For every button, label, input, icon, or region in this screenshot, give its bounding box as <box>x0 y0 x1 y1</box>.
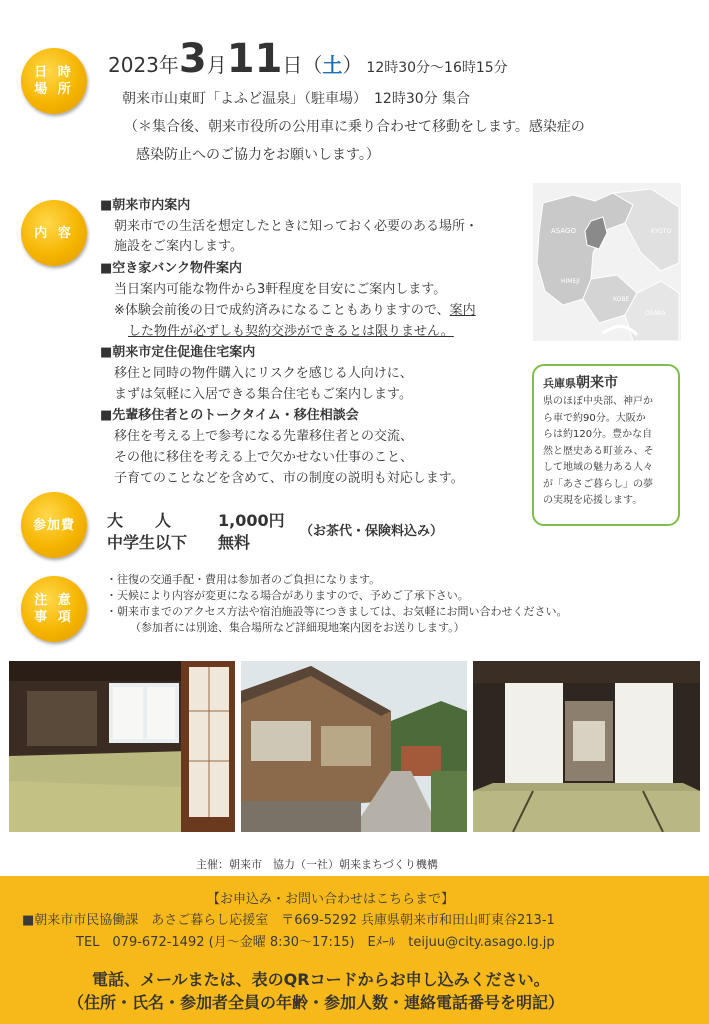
contact-footer <box>0 876 709 1024</box>
infobox-city: 朝来市 <box>576 375 618 391</box>
map-label-osaka: OSAKA <box>645 310 666 317</box>
infobox-line: らは約120分。豊かな自 <box>543 429 653 440</box>
footer-cta: 電話、メールまたは、表のQRコードからお申し込みください。 <box>92 970 550 989</box>
footer-address: ■朝来市市民協働課 あさご暮らし応援室 〒669-5292 兵庫県朝来市和田山町東谷213-1 <box>22 913 555 928</box>
event-month: 3 <box>178 36 207 82</box>
section-text-underlined: 案内 <box>449 303 476 318</box>
section-text: 朝来市での生活を想定したときに知っておく必要のある場所・ <box>114 219 479 234</box>
map-label-asago: ASAGO <box>551 227 576 235</box>
map-label-kyoto: KYOTO <box>651 228 672 235</box>
map-label-kobe: KOBE <box>613 296 630 303</box>
section-text: 移住を考える上で参考になる先輩移住者との交流、 <box>114 429 414 444</box>
note-item: ・往復の交通手配・費用は参加者のご負担になります。 <box>106 573 381 586</box>
footer-cta-note: （住所・氏名・参加者全員の年齢・参加人数・連絡電話番号を明記） <box>68 993 565 1012</box>
asago-infobox <box>532 364 680 526</box>
section-title-city-tour: ■朝来市内案内 <box>100 198 191 213</box>
section-title-talk-time: ■先輩移住者とのトークタイム・移住相談会 <box>100 408 359 423</box>
section-text: その他に移住を考える上で欠かせない仕事のこと、 <box>114 450 414 465</box>
infobox-line: が「あさご暮らし」の夢 <box>543 478 653 490</box>
fee-badge: 参加費 <box>21 492 87 558</box>
section-title-vacant-house: ■空き家バンク物件案内 <box>100 261 243 276</box>
map-label-himeji: HIMEJI <box>561 278 580 285</box>
fee-note: （お茶代・保険料込み） <box>300 524 444 539</box>
hyogo-map <box>533 183 681 341</box>
meeting-note-1: （＊集合後、朝来市役所の公用車に乗り合わせて移動をします。感染症の <box>124 119 585 135</box>
section-title-housing: ■朝来市定住促進住宅案内 <box>100 345 256 360</box>
section-text: 当日案内可能な物件から3軒程度を目安にご案内します。 <box>114 282 447 297</box>
infobox-line: の実現を応援します。 <box>543 495 643 506</box>
fee-adult-price: 1,000円 <box>218 511 285 530</box>
section-text: まずは気軽に入居できる集合住宅もご案内します。 <box>114 387 412 402</box>
infobox-text <box>543 394 678 510</box>
event-time: 12時30分～16時15分 <box>366 60 508 76</box>
note-item: ・天候により内容が変更になる場合がありますので、予めご了承下さい。 <box>106 589 469 602</box>
photo-tatami-room <box>9 661 235 832</box>
section-text-underlined: した物件が必ずしも契約交渉ができるとは限りません。 <box>128 324 454 339</box>
infobox-line: して地域の魅力ある人々 <box>543 462 653 473</box>
section-text <box>114 301 476 321</box>
footer-contact: TEL 079-672-1492 (月～金曜 8:30～17:15) Eﾒｰﾙ teijuu@city.asago.lg.jp <box>76 935 555 950</box>
map-graphic <box>533 183 681 341</box>
infobox-line: ら車で約90分。大阪か <box>543 412 646 424</box>
infobox-line: 然と歴史ある町並み、そ <box>543 445 654 457</box>
event-month-unit: 月 <box>206 53 227 77</box>
infobox-line: 県のほぼ中央部、神戸か <box>543 396 653 407</box>
photo-village-street <box>241 661 467 832</box>
section-text: 施設をご案内します。 <box>114 239 243 254</box>
event-year: 2023年 <box>108 53 179 77</box>
section-text: 移住と同時の物件購入にリスクを感じる人向けに、 <box>114 366 413 381</box>
notes-badge: 注 意 事 項 <box>21 576 87 642</box>
event-day-unit: 日 <box>282 53 303 77</box>
infobox-pref: 兵庫県 <box>543 377 576 390</box>
section-text-part: ※体験会前後の日で成約済みになることもありますので、 <box>114 303 450 318</box>
event-weekday: 土 <box>322 53 343 77</box>
datetime-badge: 日 時 場 所 <box>21 48 87 114</box>
event-day: 11 <box>226 36 283 82</box>
fee-child-price: 無料 <box>218 533 251 552</box>
meeting-place: 朝来市山東町「よふど温泉」（駐車場） 12時30分 集合 <box>122 91 471 107</box>
organizer: 主催：朝来市 協力（一社）朝来まちづくり機構 <box>196 858 438 871</box>
note-item: （参加者には別途、集合場所など詳細現地案内図をお送りします。） <box>130 621 465 634</box>
meeting-note-2: 感染防止へのご協力をお願いします。） <box>136 147 380 163</box>
content-badge: 内 容 <box>21 200 87 266</box>
weekday-open: （ <box>302 53 323 77</box>
photo-sliding-doors <box>473 661 700 832</box>
weekday-close: ） <box>342 53 363 77</box>
event-date <box>108 36 508 80</box>
fee-child-label: 中学生以下 <box>107 533 188 552</box>
note-item: ・朝来市までのアクセス方法や宿泊施設等につきましては、お気軽にお問い合わせください。 <box>106 605 568 618</box>
footer-title: 【お申込み・お問い合わせはこちらまで】 <box>207 892 455 907</box>
section-text: 子育てのことなどを含めて、市の制度の説明も対応します。 <box>114 471 464 486</box>
fee-adult-label: 大 人 <box>107 511 172 530</box>
